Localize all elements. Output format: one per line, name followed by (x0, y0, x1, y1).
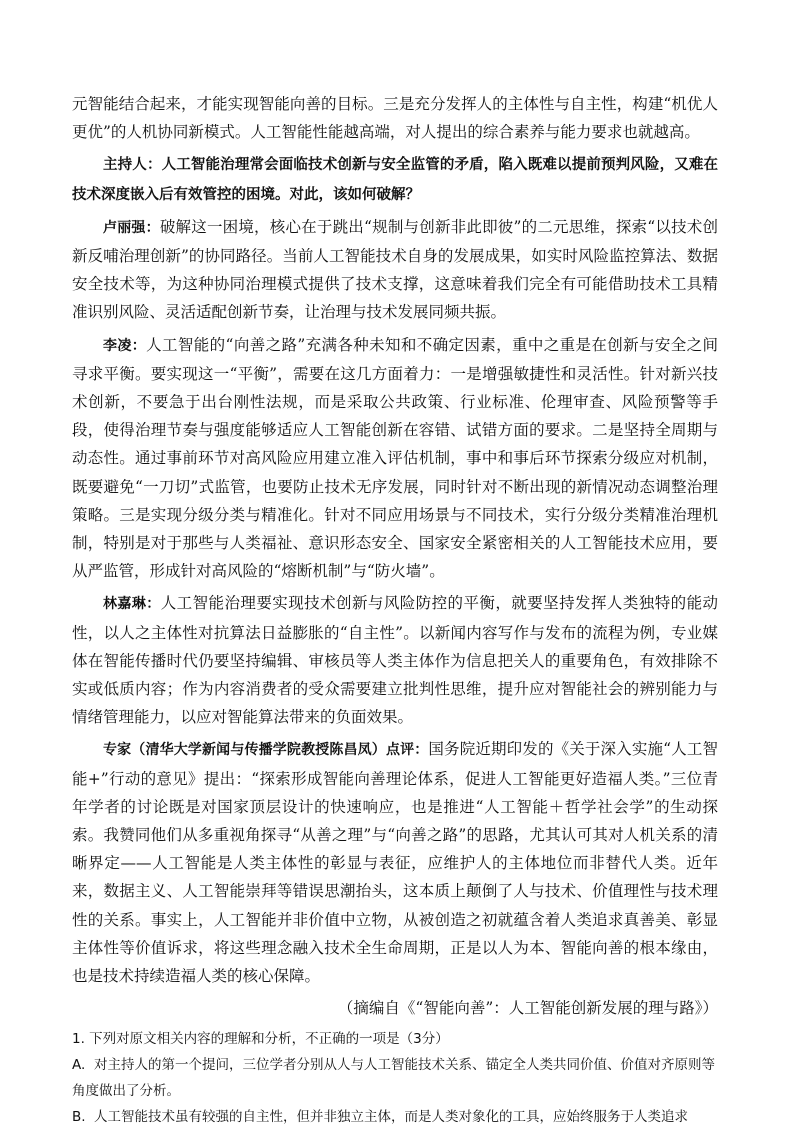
paragraph-lin-jialin (72, 589, 718, 731)
source-citation: （摘编自《“智能向善”：人工智能创新发展的理与路》） (337, 999, 718, 1018)
option-a-text: 对主持人的第一个提问，三位学者分别从人与人工智能技术关系、锚定全人类共同价值、价值对齐原则等角度做出了分析。 (72, 1057, 715, 1100)
host-question-text: 人工智能治理常会面临技术创新与安全监管的矛盾，陷入既难以提前预判风险，又难在技术深度嵌入后有效管控的困境。对此，该如何破解？ (72, 157, 719, 203)
li-ling-text: 人工智能的“向善之路”充满各种未知和不确定因素，重中之重是在创新与安全之间寻求平衡。要实现这一“平衡”，需要在这几方面着力：一是增强敏捷性和灵活性。针对新兴技术创新，不要急于出台刚性法规，而是采取公共政策、行业标准、伦理审查、风险预警等手段，使得治理节奏与强度能够适应人工智能创新在容错、试错方面的要求。二是坚持全周期与动态性。通过事前环节对高风险应用建立准入评估机制，事中和事后环节探索分级应对机制，既要避免“一刀切”式监管，也要防止技术无序发展，同时针对不断出现的新情况动态调整治理策略。三是实现分级分类与精准化。针对不同应用场景与不同技术，实行分级分类精准治理机制，特别是对于那些与人类福祉、意识形态安全、国家安全紧密相关的人工智能技术应用，要从严监管，形成针对高风险的“熔断机制”与“防火墙”。 (72, 335, 719, 581)
option-b-text: 人工智能技术虽有较强的自主性，但并非独立主体，而是人类对象化的工具，应始终服务于人类追求 (94, 1109, 688, 1126)
question-1: 1. 下列对原文相关内容的理解和分析，不正确的一项是（3分） (72, 1031, 449, 1048)
option-a (72, 1052, 718, 1104)
option-a-letter: A. (72, 1057, 86, 1074)
option-b (72, 1104, 718, 1130)
speaker-lu-liqiang: 卢丽强： (103, 219, 160, 236)
paragraph-host-question (72, 150, 718, 208)
speaker-li-ling: 李凌： (103, 337, 147, 354)
speaker-expert: 专家（清华大学新闻与传播学院教授陈昌凤）点评： (103, 742, 429, 759)
paragraph-intro: 元智能结合起来，才能实现智能向善的目标。三是充分发挥人的主体性与自主性，构建“机优人更优”的人机协同新模式。人工智能性能越高端，对人提出的综合素养与能力要求也就越高。 (72, 95, 718, 142)
host-speaker-label: 主持人： (103, 157, 162, 174)
paragraph-expert-comment (72, 735, 718, 990)
speaker-lin-jialin: 林嘉琳： (103, 596, 161, 613)
paragraph-lu-liqiang (72, 213, 718, 327)
option-b-letter: B. (72, 1109, 86, 1126)
expert-comment-text: 国务院近期印发的《关于深入实施“人工智能+”行动的意见》提出：“探索形成智能向善理论体系，促进人工智能更好造福人类。”三位青年学者的讨论既是对国家顶层设计的快速响应，也是推进“人工智能＋哲学社会学”的生动探索。我赞同他们从多重视角探寻“从善之理”与“向善之路”的思路，尤其认可其对人机关系的清晰界定——人工智能是人类主体性的彰显与表征，应维护人的主体地位而非替代人类。近年来，数据主义、人工智能崇拜等错误思潮抬头，这本质上颠倒了人与技术、价值理性与技术理性的关系。事实上，人工智能并非价值中立物，从被创造之初就蕴含着人类追求真善美、彰显主体性等价值诉求，将这些理念融入技术全生命周期，正是以人为本、智能向善的根本缘由，也是技术持续造福人类的核心保障。 (72, 740, 718, 986)
lu-liqiang-text: 破解这一困境，核心在于跳出“规制与创新非此即彼”的二元思维，探索“以技术创新反哺治理创新”的协同路径。当前人工智能技术自身的发展成果，如实时风险监控算法、数据安全技术等，为这种协同治理模式提供了技术支撑，这意味着我们完全有可能借助技术工具精准识别风险、灵活适配创新节奏，让治理与技术发展同频共振。 (72, 217, 718, 322)
document-page (72, 90, 718, 1130)
paragraph-li-ling (72, 331, 718, 586)
lin-jialin-text: 人工智能治理要实现技术创新与风险防控的平衡，就要坚持发挥人类独特的能动性，以人之主体性对抗算法日益膨胀的“自主性”。以新闻内容写作与发布的流程为例，专业媒体在智能传播时代仍要坚持编辑、审核员等人类主体作为信息把关人的重要角色，有效排除不实或低质内容；作为内容消费者的受众需要建立批判性思维，提升应对智能社会的辨别能力与情绪管理能力，以应对智能算法带来的负面效果。 (72, 594, 719, 727)
